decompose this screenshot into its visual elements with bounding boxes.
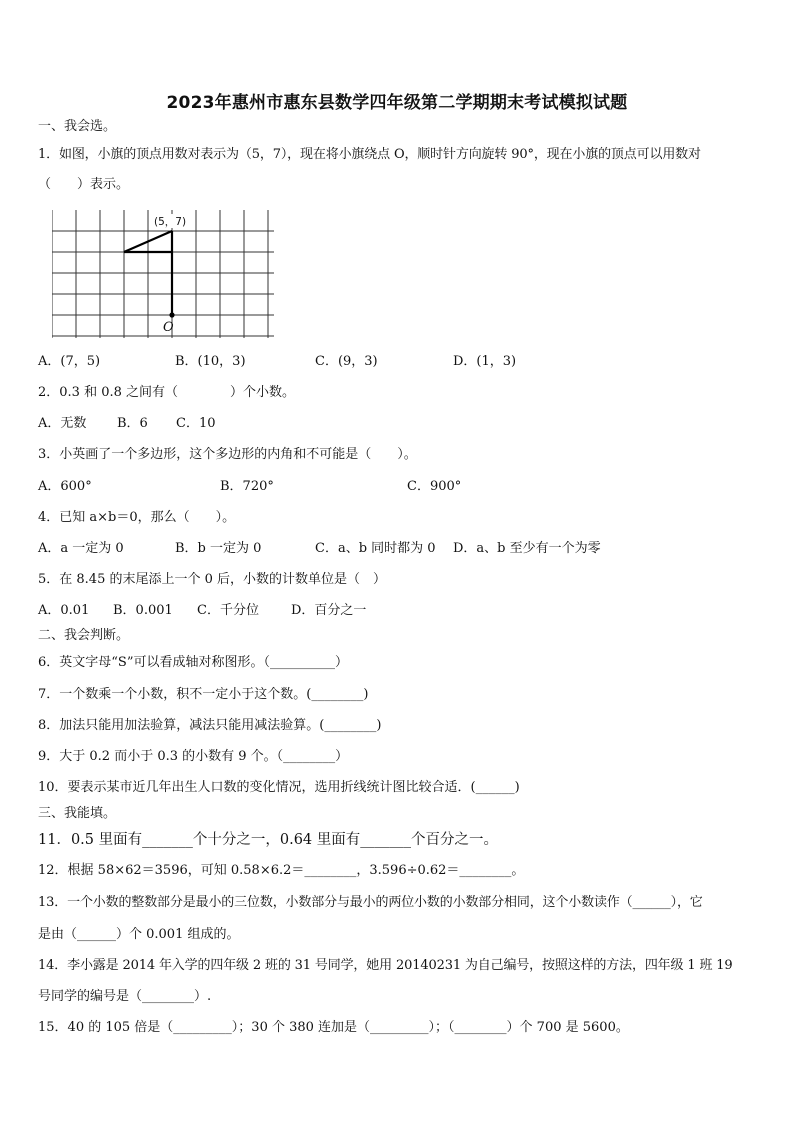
- section-heading-judge: 二、我会判断。: [38, 628, 130, 643]
- origin-label: O: [163, 320, 174, 335]
- option-c[interactable]: C．a、b 同时都为 0: [315, 541, 436, 556]
- option-a[interactable]: A．600°: [38, 479, 92, 494]
- option-a[interactable]: A．0.01: [38, 603, 90, 618]
- question-1-line2: （ ）表示。: [38, 177, 130, 192]
- question-4: 4．已知 a×b＝0，那么（ ）。: [38, 510, 236, 525]
- origin-point: [169, 312, 174, 317]
- option-a[interactable]: A．无数: [38, 416, 87, 431]
- question-3: 3．小英画了一个多边形，这个多边形的内角和不可能是（ ）。: [38, 447, 417, 462]
- question-14-line1: 14．李小露是 2014 年入学的四年级 2 班的 31 号同学，她用 20140231 为自己编号，按照这样的方法，四年级 1 班 19: [38, 958, 733, 973]
- option-d[interactable]: D．a、b 至少有一个为零: [453, 541, 601, 556]
- flag-grid-figure: [52, 210, 274, 338]
- grid-lines: [52, 210, 274, 338]
- page-title: 2023年惠州市惠东县数学四年级第二学期期末考试模拟试题: [166, 93, 628, 113]
- option-b[interactable]: B．0.001: [113, 603, 173, 618]
- option-c[interactable]: C．900°: [407, 479, 462, 494]
- option-b[interactable]: B．720°: [220, 479, 274, 494]
- section-heading-fill: 三、我能填。: [38, 806, 117, 821]
- question-2: 2．0.3 和 0.8 之间有（ ）个小数。: [38, 385, 296, 400]
- question-10: 10．要表示某市近几年出生人口数的变化情况，选用折线统计图比较合适．(______): [38, 780, 520, 795]
- option-b[interactable]: B．6: [117, 416, 148, 431]
- question-13-line2: 是由（______）个 0.001 组成的。: [38, 927, 240, 942]
- question-11: 11．0.5 里面有_______个十分之一，0.64 里面有_______个百分之一。: [38, 832, 499, 848]
- question-6: 6．英文字母“S”可以看成轴对称图形。（__________）: [38, 655, 348, 670]
- question-8: 8．加法只能用加法验算，减法只能用减法验算。(________): [38, 718, 382, 733]
- option-c[interactable]: C．(9，3): [315, 354, 378, 369]
- question-13-line1: 13．一个小数的整数部分是最小的三位数，小数部分与最小的两位小数的小数部分相同，这个小数读作（______），它: [38, 895, 703, 910]
- option-c[interactable]: C．千分位: [197, 603, 259, 618]
- question-15: 15．40 的 105 倍是（_________）；30 个 380 连加是（_________）；（________）个 700 是 5600。: [38, 1020, 629, 1035]
- question-5: 5．在 8.45 的末尾添上一个 0 后，小数的计数单位是（ ）: [38, 572, 387, 587]
- section-heading-choose: 一、我会选。: [38, 119, 117, 134]
- question-12: 12．根据 58×62＝3596，可知 0.58×6.2＝________，3.596÷0.62＝________。: [38, 863, 525, 878]
- option-d[interactable]: D．(1，3): [453, 354, 517, 369]
- option-c[interactable]: C．10: [176, 416, 216, 431]
- question-1-line1: 1．如图，小旗的顶点用数对表示为（5，7），现在将小旗绕点 O，顺时针方向旋转 90°，现在小旗的顶点可以用数对: [38, 147, 701, 162]
- option-b[interactable]: B．b 一定为 0: [175, 541, 262, 556]
- option-d[interactable]: D．百分之一: [291, 603, 367, 618]
- vertex-label: (5，7): [154, 216, 187, 228]
- question-9: 9．大于 0.2 而小于 0.3 的小数有 9 个。（________）: [38, 749, 349, 764]
- option-a[interactable]: A．(7，5): [38, 354, 101, 369]
- question-14-line2: 号同学的编号是（________）.: [38, 989, 212, 1004]
- option-a[interactable]: A．a 一定为 0: [38, 541, 124, 556]
- option-b[interactable]: B．(10，3): [175, 354, 246, 369]
- question-7: 7．一个数乘一个小数，积不一定小于这个数。(________): [38, 687, 369, 702]
